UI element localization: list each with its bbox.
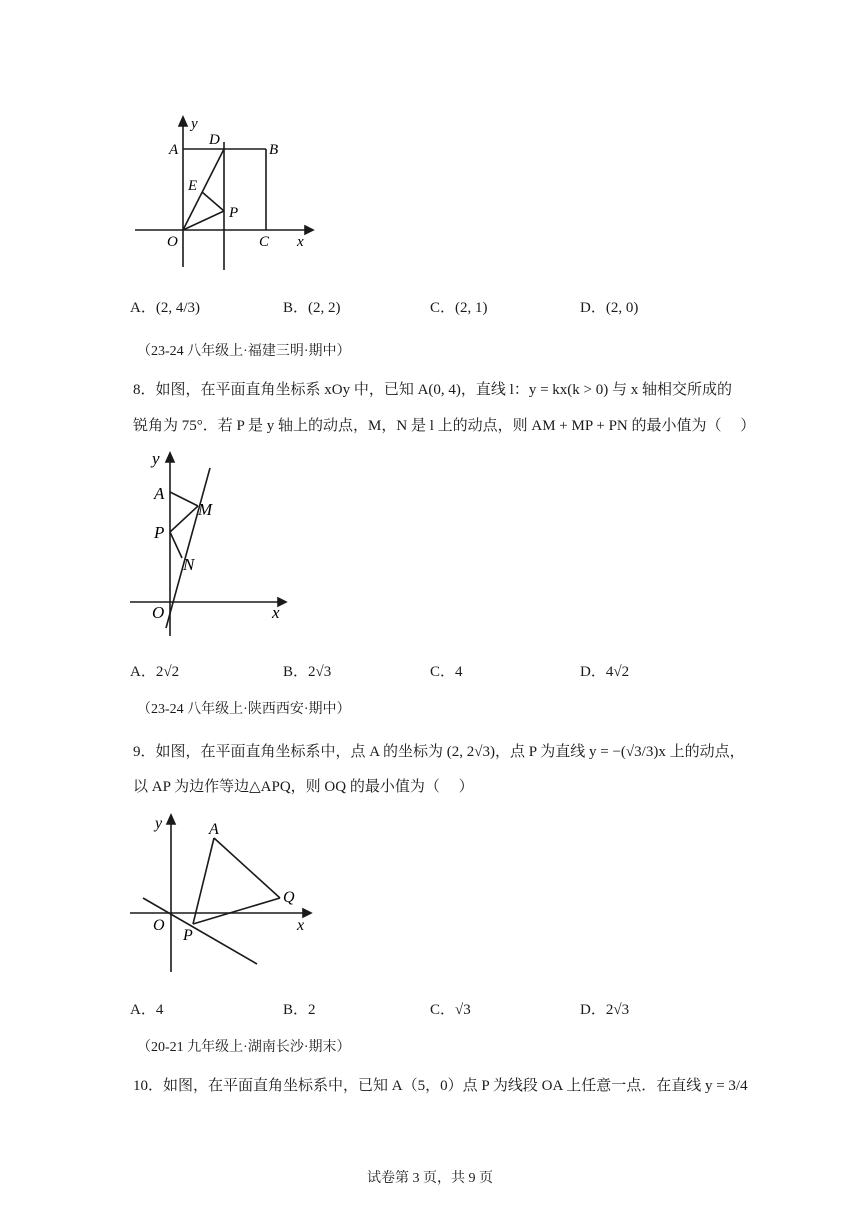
q8-option-d-letter: D． <box>580 664 606 680</box>
q9-source: （23-24 八年级上·陕西西安·期中） <box>137 702 351 717</box>
q9-option-d[interactable] <box>580 998 629 1019</box>
q9-stem-line1: 9．如图，在平面直角坐标系中，点 A 的坐标为 (2, 2√3)，点 P 为直线 y = −(√3/3)x 上的动点， <box>133 744 745 760</box>
q8-option-c-letter: C． <box>430 664 456 680</box>
q7-option-b-text: (2, 2) <box>308 300 341 316</box>
q9-label-a: A <box>209 821 219 838</box>
q8-option-c-text: 4 <box>455 664 463 680</box>
q9-option-a-text: 4 <box>155 1002 164 1018</box>
q8-source: （23-24 八年级上·福建三明·期中） <box>137 344 351 359</box>
q9-option-a[interactable] <box>130 998 163 1019</box>
q9-option-c-text: √3 <box>455 1002 471 1018</box>
q9-option-d-letter: D． <box>580 1002 606 1018</box>
q7-label-d: D <box>209 132 220 148</box>
q8-option-d[interactable] <box>580 660 629 681</box>
q7-option-d[interactable] <box>580 296 638 317</box>
q9-option-b-text: 2 <box>308 1002 316 1018</box>
q8-option-c[interactable] <box>430 660 463 681</box>
q9-stem-line2: 以 AP 为边作等边△APQ，则 OQ 的最小值为（ ） <box>133 779 474 795</box>
q8-option-a-letter: A． <box>130 664 156 680</box>
q7-figure <box>125 112 325 277</box>
q8-option-d-text: 4√2 <box>605 664 630 680</box>
q9-option-b-letter: B． <box>283 1002 309 1018</box>
q9-option-a-letter: A． <box>130 1002 156 1018</box>
q8-figure <box>120 448 300 640</box>
q8-label-p: P <box>154 523 165 542</box>
q7-option-b[interactable] <box>283 296 341 317</box>
q7-option-d-letter: D． <box>580 300 606 316</box>
q10-stem-line1: 10．如图，在平面直角坐标系中，已知 A（5，0）点 P 为线段 OA 上任意一点．在直线 y = 3/4 <box>133 1078 748 1094</box>
q8-option-b-text: 2√3 <box>308 664 332 680</box>
q7-label-b: B <box>269 142 279 158</box>
q8-label-y: y <box>152 449 160 468</box>
q9-label-x: x <box>297 917 305 934</box>
q7-label-p: P <box>229 205 239 221</box>
q7-option-c[interactable] <box>430 296 488 317</box>
q8-label-o: O <box>152 603 165 622</box>
page-footer: 试卷第 3 页，共 9 页 <box>367 1171 493 1186</box>
q9-label-y: y <box>155 815 163 832</box>
q9-label-q: Q <box>283 889 295 906</box>
q7-option-a-letter: A． <box>130 300 156 316</box>
q7-option-c-letter: C． <box>430 300 456 316</box>
q7-option-c-text: (2, 1) <box>455 300 488 316</box>
q9-option-b[interactable] <box>283 998 316 1019</box>
q7-label-x: x <box>297 234 304 250</box>
q9-option-d-text: 2√3 <box>605 1002 630 1018</box>
q7-option-a-text: (2, 4/3) <box>155 300 201 316</box>
q8-option-b-letter: B． <box>283 664 309 680</box>
q8-stem-line2: 锐角为 75°．若 P 是 y 轴上的动点，M，N 是 l 上的动点，则 AM + MP + PN 的最小值为（ ） <box>133 418 756 434</box>
q9-option-c[interactable] <box>430 998 471 1019</box>
q7-option-d-text: (2, 0) <box>605 300 639 316</box>
q9-figure <box>125 810 325 976</box>
q7-label-e: E <box>188 178 198 194</box>
q9-label-p: P <box>183 927 193 944</box>
q9-label-o: O <box>153 917 165 934</box>
q8-label-a: A <box>154 484 165 503</box>
q10-source: （20-21 九年级上·湖南长沙·期末） <box>137 1040 351 1055</box>
q8-stem-line1: 8．如图，在平面直角坐标系 xOy 中，已知 A(0, 4)，直线 l：y = kx(k > 0) 与 x 轴相交所成的 <box>133 382 732 398</box>
q8-label-x: x <box>272 603 280 622</box>
q7-label-c: C <box>259 234 270 250</box>
q7-option-a[interactable] <box>130 296 200 317</box>
q8-label-m: M <box>198 500 213 519</box>
q9-option-c-letter: C． <box>430 1002 456 1018</box>
q7-option-b-letter: B． <box>283 300 309 316</box>
q7-label-a: A <box>169 142 179 158</box>
q8-label-n: N <box>183 555 195 574</box>
q8-option-a[interactable] <box>130 660 179 681</box>
q7-label-o: O <box>167 234 178 250</box>
q7-label-y: y <box>191 116 198 132</box>
q8-option-b[interactable] <box>283 660 331 681</box>
q8-option-a-text: 2√2 <box>155 664 180 680</box>
